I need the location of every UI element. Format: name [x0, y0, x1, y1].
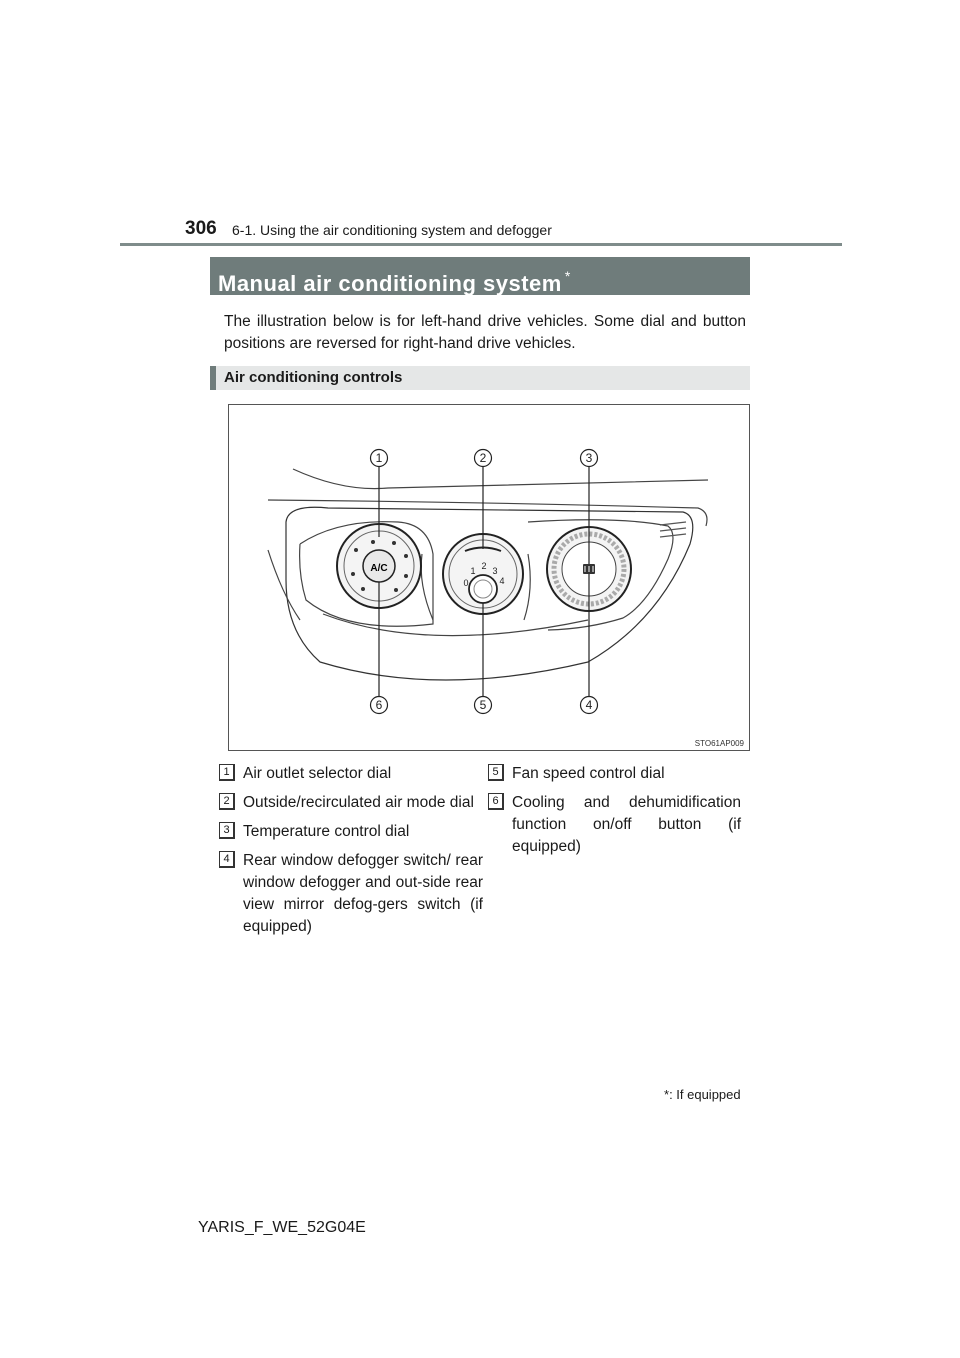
callout-5: 5: [479, 698, 487, 712]
legend-text: Outside/recirculated air mode dial: [243, 794, 474, 811]
legend-number: 3: [219, 822, 235, 839]
legend-text: Temperature control dial: [243, 823, 410, 840]
subheading: Air conditioning controls: [210, 366, 750, 390]
legend-right: [492, 763, 741, 865]
callout-6: 6: [375, 698, 383, 712]
page-number: 306: [185, 218, 217, 239]
ac-button-label: A/C: [370, 563, 388, 574]
legend-item: [223, 792, 483, 814]
header-divider: [120, 243, 842, 246]
page-title: [210, 257, 750, 295]
legend-text: Rear window defogger switch/ rear window defogger and out-side rear view mirror defog-gers switch (if equipped): [243, 852, 483, 935]
callout-2: 2: [479, 451, 487, 465]
legend-number: 6: [488, 793, 504, 810]
footnote-marker: *: [664, 1087, 670, 1102]
legend-text: Air outlet selector dial: [243, 765, 392, 782]
legend-item: [492, 792, 741, 858]
figure-code: STO61AP009: [694, 739, 744, 748]
fan-speed-0: 0: [463, 578, 469, 588]
legend-number: 5: [488, 764, 504, 781]
legend-item: [223, 763, 483, 785]
legend-item: [223, 850, 483, 938]
legend-number: 4: [219, 851, 235, 868]
callout-3: 3: [585, 451, 593, 465]
intro-paragraph: The illustration below is for left-hand drive vehicles. Some dial and button positions are reversed for right-hand drive vehicles.: [224, 313, 746, 352]
document-code: YARIS_F_WE_52G04E: [198, 1219, 366, 1236]
legend-text: Fan speed control dial: [512, 765, 665, 782]
page-title-text: Manual air conditioning system: [218, 271, 562, 296]
legend-number: 2: [219, 793, 235, 810]
section-title: 6-1. Using the air conditioning system and defogger: [232, 222, 552, 238]
legend-number: 1: [219, 764, 235, 781]
if-equipped-marker: *: [564, 268, 571, 284]
legend-item: [223, 821, 483, 843]
fan-speed-1: 1: [470, 566, 476, 576]
ac-controls-illustration: [228, 404, 750, 751]
callout-1: 1: [375, 451, 383, 465]
fan-speed-3: 3: [492, 566, 498, 576]
callout-4: 4: [585, 698, 593, 712]
fan-speed-4: 4: [499, 576, 505, 586]
legend-item: [492, 763, 741, 785]
legend-text: Cooling and dehumidification function on/off button (if equipped): [512, 794, 741, 855]
legend-left: [223, 763, 483, 945]
footnote-text: : If equipped: [669, 1087, 741, 1102]
footnote: [664, 1087, 741, 1102]
fan-knob: [469, 575, 497, 603]
fan-speed-2: 2: [481, 561, 487, 571]
